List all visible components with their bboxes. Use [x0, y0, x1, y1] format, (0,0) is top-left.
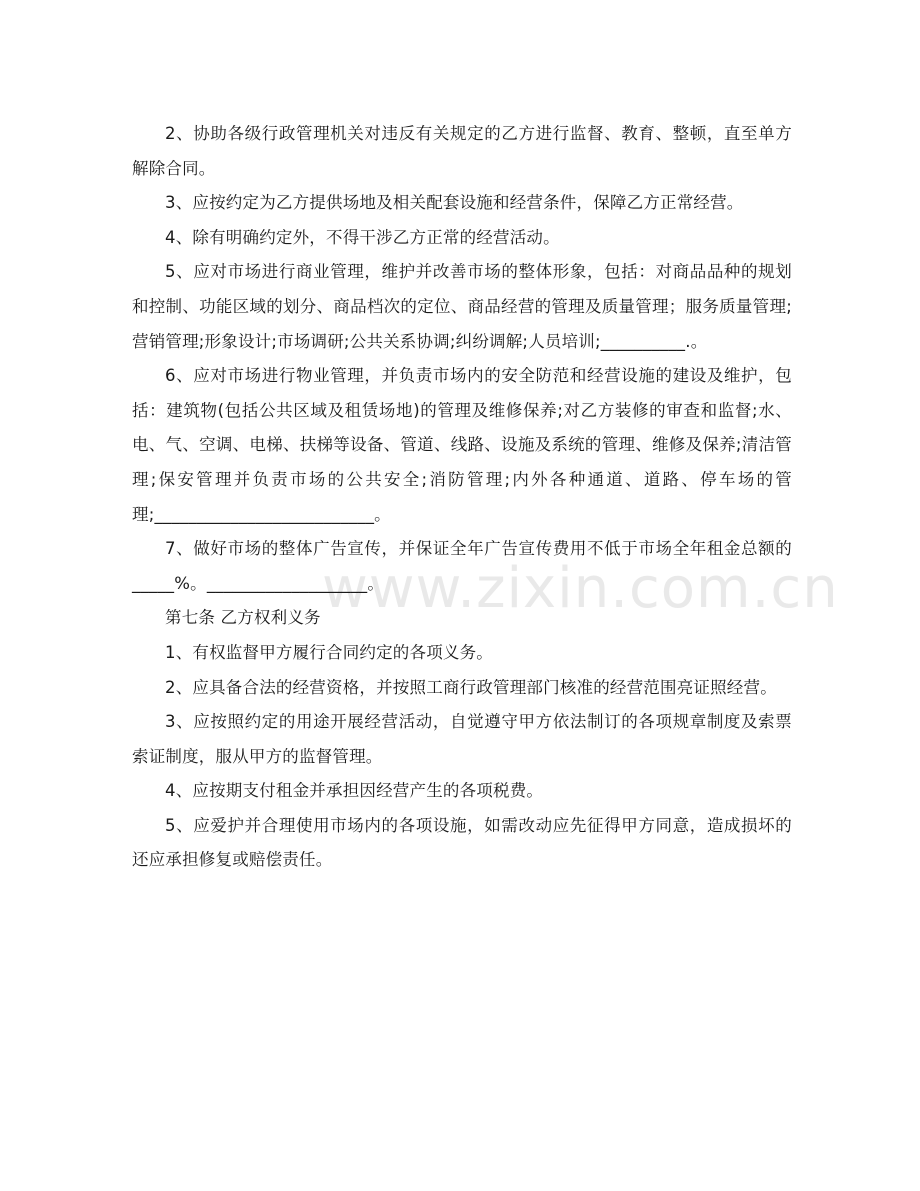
- section-heading-article-7: 第七条 乙方权利义务: [165, 608, 321, 628]
- watermark: www.zixin.com.cn: [322, 556, 839, 621]
- paragraph-party-b-4: 4、应按期支付租金并承担因经营产生的各项税费。: [165, 781, 544, 801]
- paragraph-party-b-5: 5、应爱护并合理使用市场内的各项设施，如需改动应先征得甲方同意，造成损坏的还应承担修复或赔偿责任。: [132, 815, 792, 870]
- paragraph-party-b-3: 3、应按照约定的用途开展经营活动，自觉遵守甲方依法制订的各项规章制度及索票索证制度，服从甲方的监督管理。: [132, 712, 792, 766]
- paragraph-obligation-2: 2、协助各级行政管理机关对违反有关规定的乙方进行监督、教育、整顿，直至单方解除合同。: [132, 124, 792, 178]
- paragraph-obligation-4: 4、除有明确约定外，不得干涉乙方正常的经营活动。: [165, 227, 560, 247]
- paragraph-party-b-2: 2、应具备合法的经营资格，并按照工商行政管理部门核准的经营范围亮证照经营。: [165, 677, 777, 697]
- document-body: [132, 117, 792, 878]
- paragraph-party-b-1: 1、有权监督甲方履行合同约定的各项义务。: [165, 642, 493, 662]
- paragraph-obligation-7: 7、做好市场的整体广告宣传，并保证全年广告宣传费用不低于市场全年租金总额的_____%。___________________。: [132, 539, 792, 593]
- paragraph-obligation-3: 3、应按约定为乙方提供场地及相关配套设施和经营条件，保障乙方正常经营。: [165, 193, 744, 213]
- paragraph-obligation-6: 6、应对市场进行物业管理，并负责市场内的安全防范和经营设施的建设及维护，包括：建筑物(包括公共区域及租赁场地)的管理及维修保养;对乙方装修的审查和监督;水、电、气、空调、电梯、扶梯等设备、管道、线路、设施及系统的管理、维修及保养;清洁管理;保安管理并负责市场的公共安全;消防管理;内外各种通道、道路、停车场的管理;__________________________。: [132, 366, 792, 524]
- paragraph-obligation-5: 5、应对市场进行商业管理，维护并改善市场的整体形象，包括：对商品品种的规划和控制、功能区域的划分、商品档次的定位、商品经营的管理及质量管理；服务质量管理;营销管理;形象设计;市场调研;公共关系协调;纠纷调解;人员培训;__________.。: [132, 262, 792, 351]
